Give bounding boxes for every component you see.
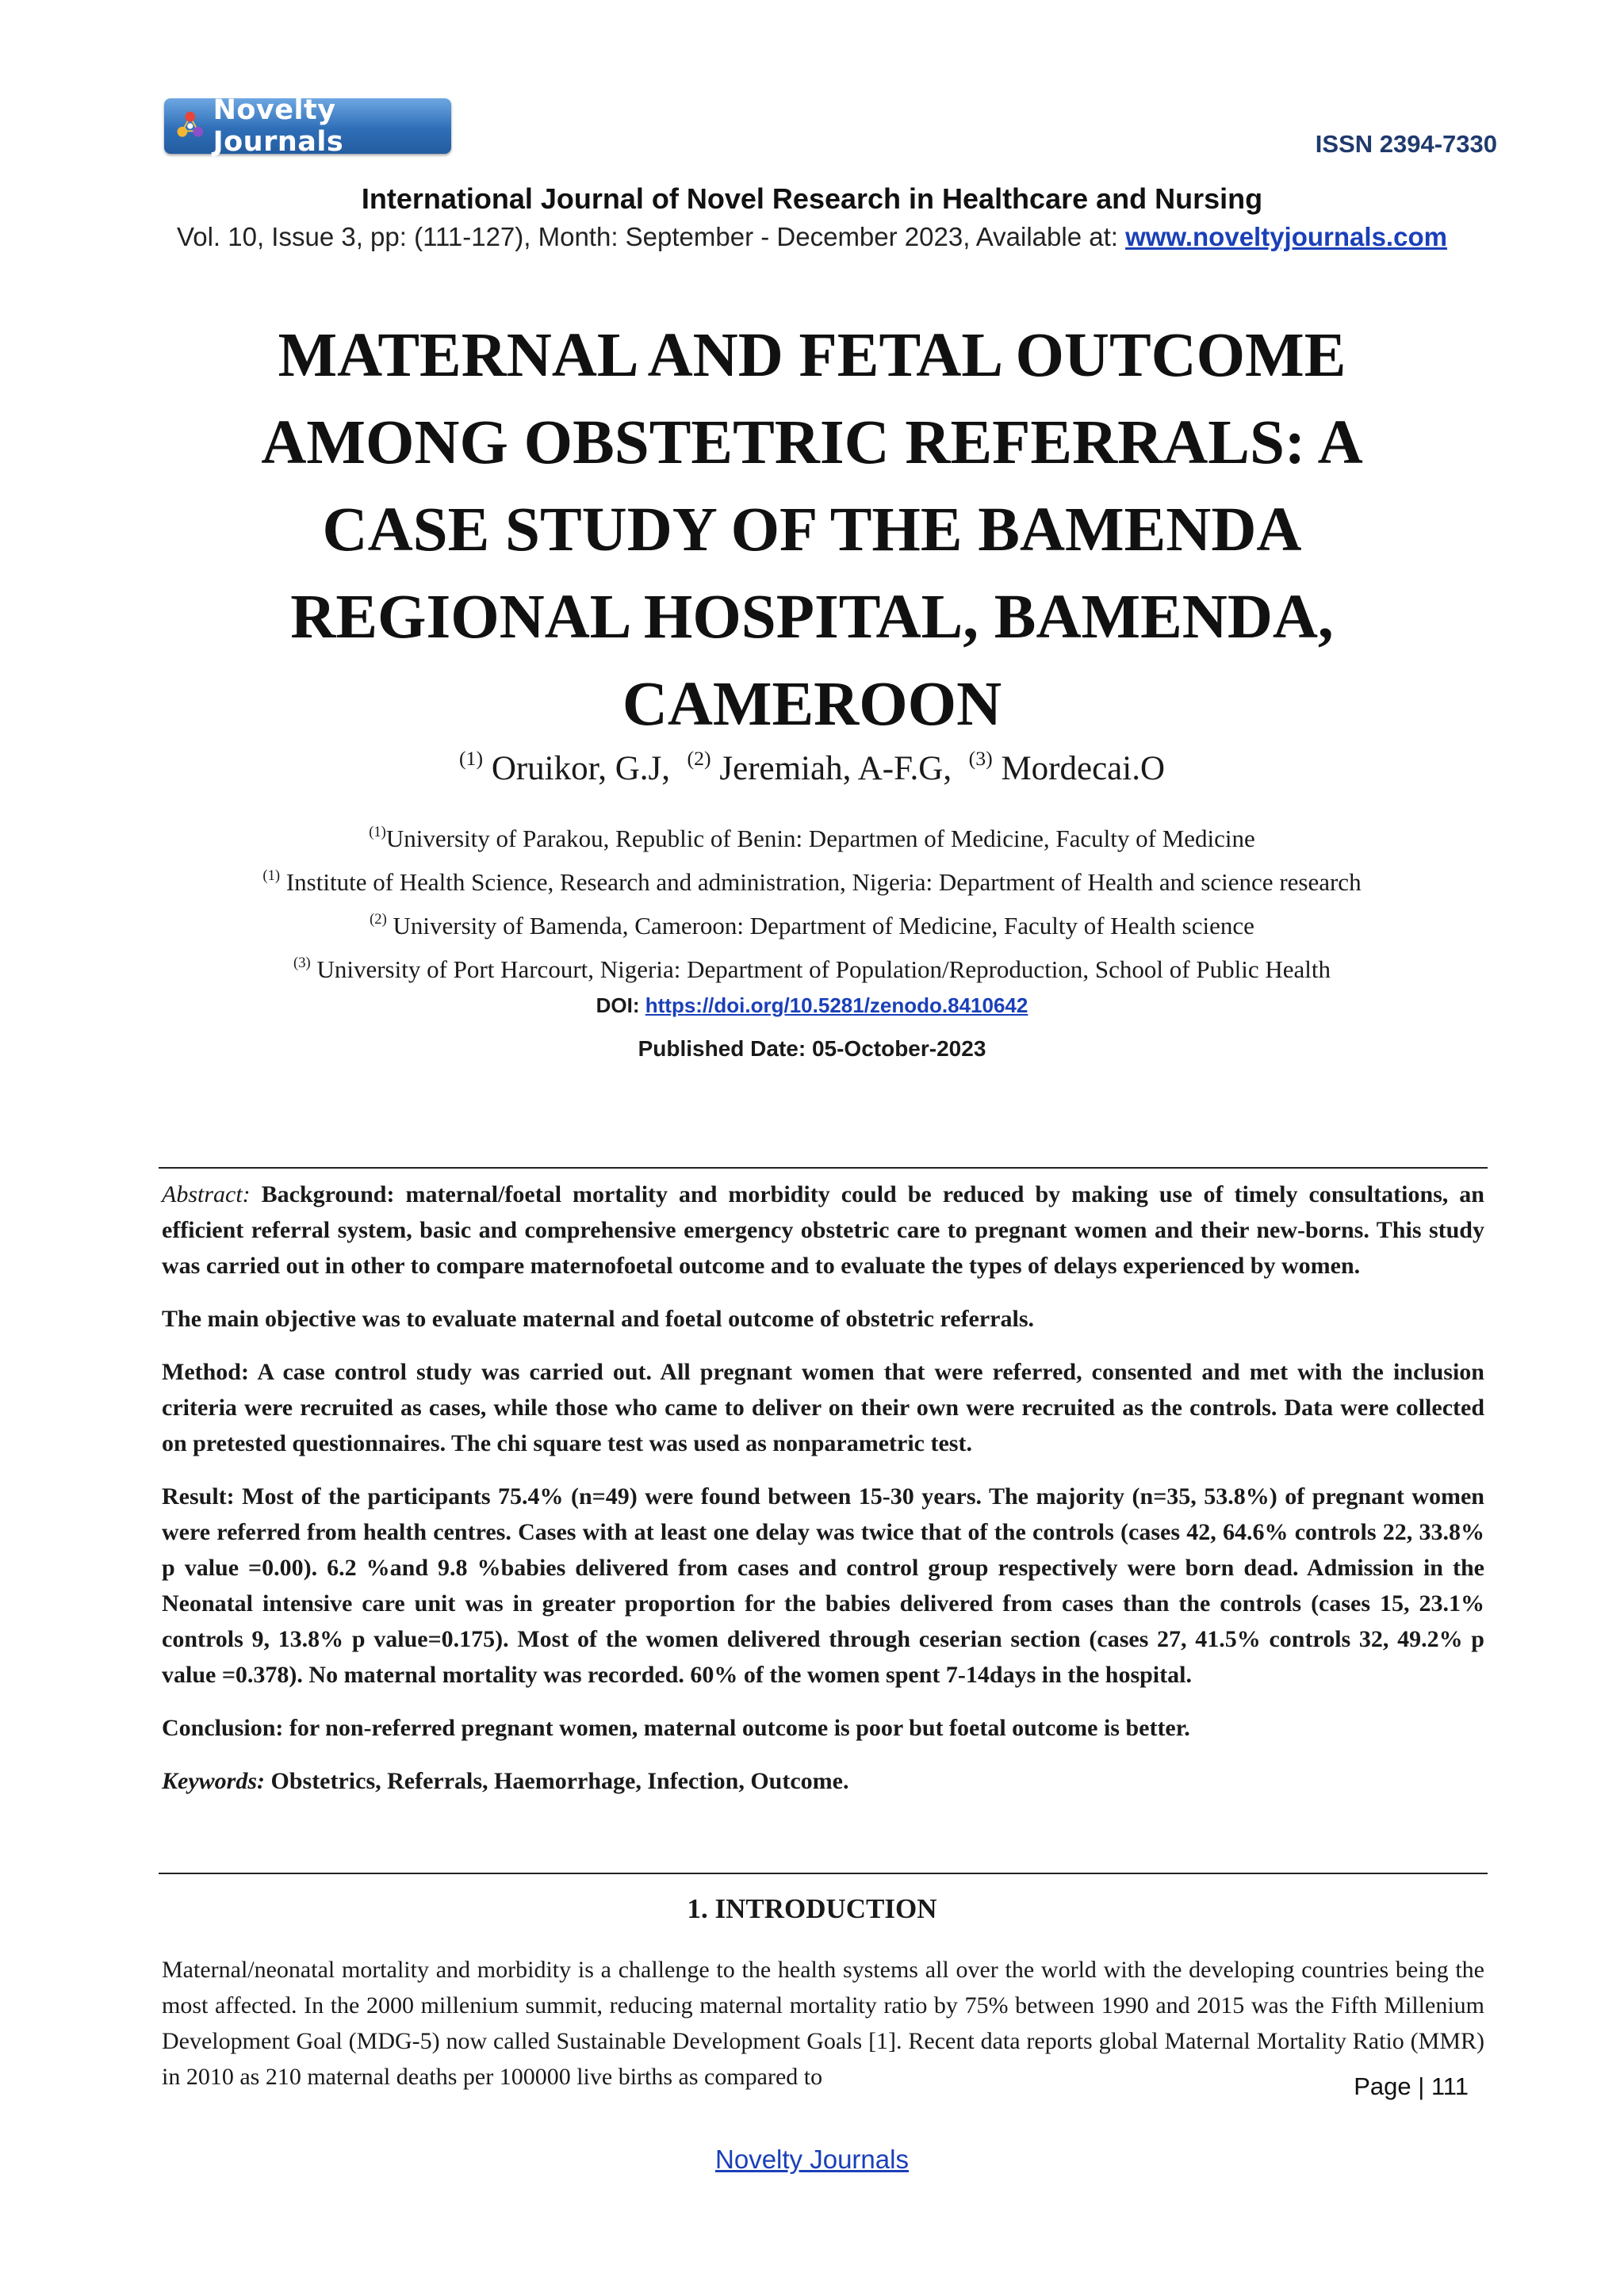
published-date: Published Date: 05-October-2023: [638, 1036, 986, 1061]
molecule-icon: [174, 108, 207, 144]
affiliation-mark: (3): [293, 954, 311, 971]
affiliation-text: Institute of Health Science, Research and administration, Nigeria: Department of Health and science research: [280, 868, 1362, 896]
paper-title: MATERNAL AND FETAL OUTCOME AMONG OBSTETRIC REFERRALS: A CASE STUDY OF THE BAMENDA REGIONAL HOSPITAL, BAMENDA, CAMEROON: [261, 321, 1363, 739]
abstract-result: Result: Most of the participants 75.4% (n=49) were found between 15-30 years. The majority (n=35, 53.8%) of pregnant women were referred from health centres. Cases with at least one delay was twice that of the controls (cases 42, 64.6% controls 22, 33.8% p value =0.00). 6.2 %and 9.8 %babies delivered from cases and control group respectively were born dead. Admission in the Neonatal intensive care unit was in greater proportion for the babies delivered from cases than the controls (cases 15, 23.1% controls 9, 13.8% p value=0.175). Most of the women delivered through ceserian section (cases 27, 41.5% controls 32, 49.2% p value =0.378). No maternal mortality was recorded. 60% of the women spent 7-14days in the hospital.: [162, 1483, 1484, 1688]
affiliation-list: [0, 817, 1624, 991]
abstract-label: Abstract:: [162, 1181, 251, 1207]
abstract-objective: The main objective was to evaluate maternal and foetal outcome of obstetric referrals.: [162, 1306, 1035, 1332]
affiliation-item: [0, 860, 1624, 904]
affiliation-text: University of Port Harcourt, Nigeria: Department of Population/Reproduction, School of Public Health: [310, 955, 1331, 983]
affiliation-text: University of Bamenda, Cameroon: Department of Medicine, Faculty of Health science: [386, 912, 1254, 939]
journal-logo: [164, 94, 451, 158]
affiliation-item: [0, 947, 1624, 991]
introduction-paragraph: Maternal/neonatal mortality and morbidity is a challenge to the health systems all over the world with the developing countries being the most affected. In the 2000 millenium summit, reducing maternal mortality ratio by 75% between 1990 and 2015 was the Fifth Millenium Development Goal (MDG-5) now called Sustainable Development Goals [1]. Recent data reports global Maternal Mortality Ratio (MMR) in 2010 as 210 maternal deaths per 100000 live births as compared to: [162, 1957, 1484, 2090]
abstract-method: Method: A case control study was carried out. All pregnant women that were referred, consented and met with the inclusion criteria were recruited as cases, while those who came to deliver on their own were recruited as the controls. Data were collected on pretested questionnaires. The chi square test was used as nonparametric test.: [162, 1359, 1484, 1456]
author-name: Jeremiah, A-F.G,: [719, 750, 952, 787]
abstract-section: [162, 1177, 1484, 1816]
affiliation-mark: (2): [370, 910, 387, 928]
affiliation-text: University of Parakou, Republic of Benin: Departmen of Medicine, Faculty of Medicine: [385, 825, 1255, 852]
abstract-keywords: [162, 1763, 1484, 1799]
author-mark: (3): [968, 746, 993, 770]
doi-line: [0, 993, 1624, 1018]
doi-label: DOI:: [596, 993, 645, 1017]
keywords-text: Obstetrics, Referrals, Haemorrhage, Infection, Outcome.: [265, 1768, 849, 1794]
introduction-heading: 1. INTRODUCTION: [687, 1893, 937, 1924]
author-list: [0, 746, 1624, 788]
author-name: Oruikor, G.J,: [491, 750, 671, 787]
introduction-body: [162, 1952, 1484, 2095]
abstract-background-text: Background: maternal/foetal mortality and morbidity could be reduced by making use of timely consultations, an efficient referral system, basic and comprehensive emergency obstetric care to pregnant women and their new-borns. This study was carried out in other to compare maternofoetal outcome and to evaluate the types of delays experienced by women.: [162, 1181, 1484, 1279]
abstract-top-rule: [159, 1167, 1488, 1169]
author-mark: (1): [458, 746, 484, 770]
keywords-label: Keywords:: [162, 1768, 265, 1794]
logo-text: Novelty Journals: [213, 94, 344, 158]
volume-text: Vol. 10, Issue 3, pp: (111-127), Month: September - December 2023, Available at:: [177, 222, 1126, 251]
page-number: Page | 111: [1354, 2072, 1469, 2100]
affiliation-mark: (1): [262, 867, 281, 884]
author-name: Mordecai.O: [1001, 750, 1166, 787]
author-mark: (2): [687, 746, 711, 770]
affiliation-item: [0, 904, 1624, 947]
abstract-conclusion: Conclusion: for non-referred pregnant women, maternal outcome is poor but foetal outcome is better.: [162, 1715, 1190, 1741]
journal-volume-line: [0, 222, 1624, 252]
doi-link[interactable]: https://doi.org/10.5281/zenodo.8410642: [645, 993, 1028, 1017]
website-link[interactable]: www.noveltyjournals.com: [1125, 222, 1447, 251]
footer-link[interactable]: Novelty Journals: [715, 2145, 909, 2174]
abstract-background: [162, 1177, 1484, 1284]
affiliation-item: [0, 817, 1624, 860]
journal-name: International Journal of Novel Research in Healthcare and Nursing: [361, 182, 1263, 215]
affiliation-mark: (1): [369, 823, 386, 840]
abstract-bottom-rule: [159, 1873, 1488, 1874]
issn-label: ISSN 2394-7330: [1315, 130, 1497, 158]
